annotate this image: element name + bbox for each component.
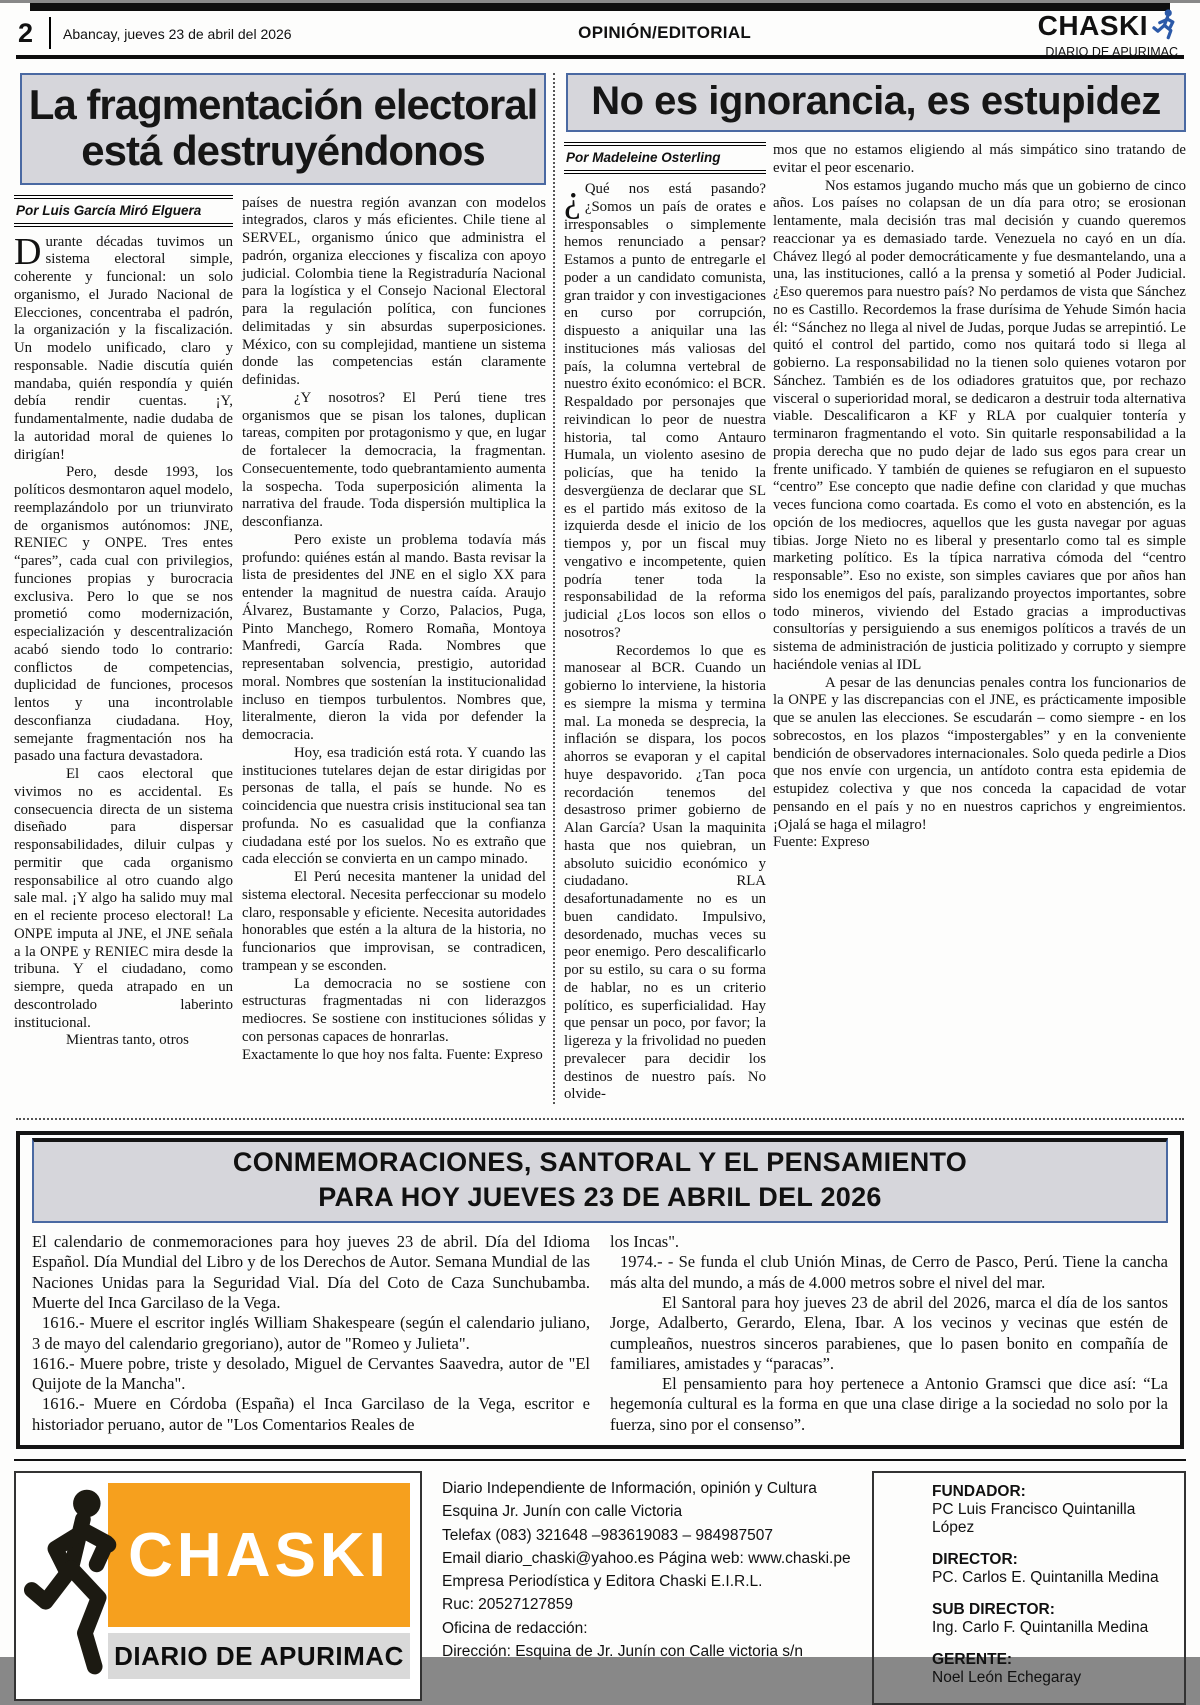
- commemoration-paragraph: 1616.- Muere el escritor inglés William Shakespeare (según el calendario juliano, 3 de mayo del calendario gregoriano), autor de "Romeo y Julieta".: [32, 1313, 590, 1353]
- page-header: [14, 9, 1186, 59]
- staff-entry: [932, 1483, 1180, 1537]
- chaski-runner-icon: [1152, 8, 1178, 44]
- article-paragraph: Hoy, esa tradición está rota. Y cuando las instituciones tutelares dejan de estar dirigidas por personas de talla, el país se hunde. No es coincidencia que nuestra crisis institucional sea tan profunda. No es casualidad que la confianza ciudadana esté por los suelos. No es extraño que cada elección se convierta en un campo minado.: [242, 744, 546, 868]
- chaski-runner-image: [22, 1485, 132, 1692]
- commemoration-paragraph: los Incas".: [610, 1232, 680, 1252]
- commemoration-paragraph: 1616.- Muere pobre, triste y desolado, Miguel de Cervantes Saavedra, autor de "El Quijote de la Mancha".: [32, 1353, 590, 1394]
- article-paragraph: A pesar de las denuncias penales contra los funcionarios de la ONPE y las discrepancias con el JNE, es prácticamente imposible que se anulen las elecciones. Se escudarán – como siempre - en los sobrecostos, en los plazos “impostergables” y en la conveniente bendición de observadores internacionales. Solo queda pedirle a Dios que nos envíe con urgencia, un antídoto contra esta epidemia de estupidez colectiva y que nos conceda la capacidad de votar pensando en el país y no en nuestros caprichos y engreimientos. ¡Ojalá se haga el milagro!: [773, 674, 1186, 833]
- contact-line: Diario Independiente de Información, opinión y Cultura: [442, 1480, 817, 1497]
- contact-line: Oficina de redacción:: [442, 1619, 588, 1637]
- header-divider: [49, 17, 51, 49]
- staff-box: [872, 1471, 1186, 1705]
- article-paragraph: países de nuestra región avanzan con modelos integrados, claros y más eficientes. Chile tiene al SERVEL, organismo único que administra el padrón, organiza elecciones y fiscaliza con apoyo judicial. Colombia tiene la Registraduría Nacional para la logística y el Consejo Nacional Electoral para la regulación política, con funciones delimitadas y sin absurdas superposiciones. México, con su complejidad, mantiene un sistema donde las competencias están claramente definidas.: [242, 194, 546, 389]
- masthead-subtitle: DIARIO DE APURIMAC: [1045, 44, 1178, 59]
- staff-entry: [932, 1551, 1180, 1587]
- newspaper-page: [0, 3, 1200, 1686]
- dateline: Abancay, jueves 23 de abril del 2026: [63, 26, 292, 42]
- article-paragraph: Fuente: Expreso: [773, 834, 870, 851]
- article-title: La fragmentación electoral está destruyéndonos: [20, 73, 546, 185]
- article-paragraph: Pero, desde 1993, los políticos desmontaron aquel modelo, reemplazándolo por un triunvirato de organismos autónomos: JNE, RENIEC y ONPE. Tres entes “pares”, cada cual con privilegios, funciones propias y burocracia exclusiva. Pero lo que se nos prometió como modernización, especialización y descentralización acabó siendo todo lo contrario: conflictos de competencias, duplicidad de funciones, procesos lentos y una incontrolable desconfianza ciudadana. Hoy, semejante fragmentación nos ha pasado una factura devastadora.: [14, 464, 233, 765]
- masthead-title: CHASKI: [1037, 9, 1148, 41]
- commemorations-column-right: [610, 1232, 1168, 1435]
- article-title: No es ignorancia, es estupidez: [566, 73, 1186, 132]
- article-paragraph: Recordemos lo que es manosear al BCR. Cuando un gobierno lo interviene, la historia es siempre la misma y termina mal. La moneda se desprecia, la inflación se dispara, los pocos ahorros se evaporan y el capital huye despavorido. ¿Tan poca recordación tenemos del desastroso primer gobierno de Alan García? Usan la maquinita hasta que nos quiebran, un absoluto suicidio económico y ciudadano. RLA desafortunadamente no es un buen candidato. Impulsivo, desordenado, muchas veces su peor enemigo. Pero descalificarlo por su estilo, su cara o su forma de hablar, no es un criterio político, es superficialidad. Hay que pensar un poco, por favor; la ligereza y la frivolidad no pueden prevalecer para decidir los destinos de nuestro país. No olvide-: [564, 642, 766, 1103]
- article-paragraph: El Perú necesita mantener la unidad del sistema electoral. Necesita perfeccionar su modelo claro, responsable y eficiente. Necesita autoridades honorables que estén a la altura de la historia, no funcionarios que improvisan, se contradicen, trampean y se esconden.: [242, 869, 546, 974]
- article-paragraph: ¿Y nosotros? El Perú tiene tres organismos que se pisan los talones, duplican tareas, compiten por protagonismo y que, en lugar de fortalecer la democracia, la fragmentan. Consecuentemente, todo quebrantamiento aumenta la sospecha. Toda superposición alimenta la narrativa del fraude. Toda dispersión multiplica la desconfianza.: [242, 389, 546, 531]
- staff-role: FUNDADOR:: [932, 1483, 1026, 1500]
- drop-cap: D: [14, 230, 42, 273]
- contact-line: Empresa Periodística y Editora Chaski E.I.R.L.: [442, 1573, 763, 1590]
- articles-section: [14, 73, 1186, 1104]
- commemoration-paragraph: El pensamiento para hoy pertenece a Antonio Gramsci que dice así: “La hegemonía cultural es la forma en que una clase dirige a la sociedad no solo por la fuerza, sino por el consenso”.: [610, 1374, 1168, 1434]
- top-rule: [30, 3, 1170, 11]
- commemorations-title: [32, 1138, 1168, 1223]
- commemoration-paragraph: 1974.- - Se funda el club Unión Minas, de Cerro de Pasco, Perú. Tiene la cancha más alta del mundo, a más de 4.000 metros sobre el nivel del mar.: [610, 1252, 1168, 1292]
- column-divider: [553, 73, 555, 1104]
- drop-cap: ¿: [564, 178, 581, 220]
- commemoration-paragraph: 1616.- Muere en Córdoba (España) el Inca Garcilaso de la Vega, escritor e historiador peruano, autor de "Los Comentarios Reales de: [32, 1394, 590, 1434]
- article-paragraph: El caos electoral que vivimos no es accidental. Es consecuencia directa de un sistema diseñado para dispersar responsabilidades, diluir culpas y permitir que cada organismo responsabilice al otro cuando algo sale mal. ¡Y algo ha salido muy mal en el reciente proceso electoral! La ONPE imputa al JNE, el JNE señala a la ONPE y RENIEC mira desde la tribuna. Y el ciudadano, como siempre, queda atrapado en un descontrolado laberinto institucional.: [14, 766, 233, 1031]
- staff-role: DIRECTOR:: [932, 1551, 1018, 1568]
- article-paragraph: Mientras tanto, otros: [66, 1032, 189, 1049]
- logo-title: CHASKI: [108, 1483, 410, 1627]
- article-fragmentacion-electoral: [14, 73, 546, 1104]
- contact-line: Ruc: 20527127859: [442, 1596, 574, 1614]
- staff-name: Ing. Carlo F. Quintanilla Medina: [932, 1619, 1149, 1636]
- staff-name: Noel León Echegaray: [932, 1669, 1082, 1686]
- contact-info: [422, 1471, 872, 1705]
- staff-entry: [932, 1651, 1180, 1687]
- commemorations-title-line2: PARA HOY JUEVES 23 DE ABRIL DEL 2026: [318, 1182, 882, 1213]
- commemorations-title-line1: CONMEMORACIONES, SANTORAL Y EL PENSAMIENTO: [232, 1147, 968, 1177]
- article-paragraph: Nos estamos jugando mucho más que un gobierno de cinco años. Los países no colapsan de un día para otro; se erosionan lentamente, mala decisión tras mal decisión y cuando queremos reaccionar ya es demasiado tarde. Venezuela no cayó en un día. Chávez llegó al poder democráticamente y fue desmantelando, una a una, las instituciones, calló a la prensa y sometió al Poder Judicial. ¿Eso queremos para nuestro país? No perdamos de vista que Sánchez no es Castillo. Recordemos la frase durísima de Yehude Simón hacia él: “Sánchez no llega al nivel de Judas, porque Judas se arrepintió. Le quitó el control del partido, como nos quitará todo si llega al gobierno. La responsabilidad no la tienen solo quienes votaron por Sánchez. También es de los odiadores gratuitos que, por rechazo visceral o superioridad moral, se dedicaron a destruir toda alternativa viable. Descalificaron a KF y RLA por cualquier tontería y terminaron fragmentando el voto. Sin quitarle responsabilidad a la propia derecha que no pudo dejar de lado sus egos para crear un frente unificado. Y también de quienes se refugiaron en el supuesto “centro” Ese concepto que nadie define con claridad y que muchas veces funciona como coartada. Es como el voto en abstención, es la opción de los mediocres, aquellos que les gusta navegar por aguas tibias. Jorge Nieto no es liberal y presentarlo como tal es simple marketing político. Es la típica narrativa cómoda del “centro responsable”. Eso no existe, son simples caviares que por años han sido los enemigos del país, paralizando proyectos importantes, sobre todo mineros, viviendo del Estado gracias a improductivas consultorías y persiguiendo a sus enemigos políticos a través de un sistema de administración de justicia politizado y corrupto y siempre haciéndole venias al IDL: [773, 177, 1186, 673]
- article-paragraph: mos que no estamos eligiendo al más simpático sino tratando de evitar el peor escenario.: [773, 142, 1186, 176]
- contact-line: Dirección: Esquina de Jr. Junín con Calle victoria s/n: [442, 1642, 803, 1660]
- article-paragraph: Pero existe un problema todavía más profundo: quiénes están al mando. Basta revisar la lista de presidentes del JNE en el siglo XX para entender la magnitud de nuestra caída. Araujo Álvarez, Bustamante y Corzo, Palacios, Puga, Pinto Manchego, Romero Romaña, Montoya Manfredi, García Rada. Nombres que representaban solvencia, prestigio, autoridad moral. Nombres que sostenían la institucionalidad incluso en tiempos turbulentos. Nombres que, literalmente, dieron la vida por defender la democracia.: [242, 531, 546, 744]
- page-footer: [14, 1459, 1186, 1705]
- staff-entry: [932, 1601, 1180, 1637]
- contact-line: Telefax (083) 321648 –983619083 – 984987507: [442, 1526, 773, 1544]
- contact-line: Esquina Jr. Junín con calle Victoria: [442, 1503, 683, 1521]
- article-paragraph: ¿ Qué nos está pasando? ¿Somos un país de orates e irresponsables o simplemente hemos renunciado a pensar? Estamos a punto de entregarle el poder a un candidato comunista, gran traidor y con investigaciones en curso por corrupción, dispuesto a aniquilar una las instituciones más valiosas del país, la columna vertebral de nuestro éxito económico: el BCR. Respaldado por personajes que reivindican lo peor de nuestra historia, tal como Antauro Humala, un violento asesino de policías, que ha tenido la desvergüenza de declarar que SL es el partido más exitoso de la izquierda desde el inicio de los tiempos y, por un fiscal muy vengativo e incompetente, quien podría tener toda la responsabilidad de la reforma judicial ¿Los locos son ellos o nosotros?: [564, 178, 766, 641]
- commemorations-column-left: [32, 1232, 590, 1435]
- staff-name: PC Luis Francisco Quintanilla López: [932, 1501, 1136, 1536]
- article-paragraph: La democracia no se sostiene con estructuras fragmentadas ni con liderazgos mediocres. Se sostiene con instituciones sólidas y con personas capaces de honrarlas.: [242, 975, 546, 1045]
- logo-subtitle: DIARIO DE APURIMAC: [108, 1633, 410, 1679]
- newspaper-logo: [14, 1471, 422, 1701]
- byline: Por Madeleine Osterling: [564, 142, 766, 174]
- staff-name: PC. Carlos E. Quintanilla Medina: [932, 1569, 1159, 1586]
- byline: Por Luis García Miró Elguera: [14, 195, 233, 227]
- commemoration-paragraph: El Santoral para hoy jueves 23 de abril del 2026, marca el día de los santos Jorge, Adalberto, Gerardo, Elena, Ibar. A los vecinos y vecinas que estén de cumpleaños, nuestros sinceros parabienes, que lo pasen bonito en compañía de familiares, amistades y “paracas”.: [610, 1293, 1168, 1373]
- commemorations-box: [16, 1131, 1184, 1449]
- header-rule: [16, 55, 1184, 59]
- page-number: 2: [18, 17, 34, 48]
- article-no-es-ignorancia: [564, 73, 1186, 1104]
- section-title: OPINIÓN/EDITORIAL: [578, 23, 752, 42]
- contact-line: Email diario_chaski@yahoo.es Página web: www.chaski.pe: [442, 1549, 851, 1567]
- staff-role: SUB DIRECTOR:: [932, 1601, 1055, 1618]
- staff-role: GERENTE:: [932, 1651, 1013, 1668]
- article-paragraph: Exactamente lo que hoy nos falta. Fuente: Expreso: [242, 1046, 543, 1063]
- masthead: [1038, 8, 1182, 59]
- commemoration-paragraph: El calendario de conmemoraciones para hoy jueves 23 de abril. Día del Idioma Español. Día Mundial del Libro y de los Derechos de Autor. Semana Mundial de las Naciones Unidas para la Seguridad Vial. Día del Coto de Caza Sunchubamba. Muerte del Inca Garcilaso de la Vega.: [32, 1232, 590, 1313]
- article-paragraph: Durante décadas tuvimos un sistema electoral simple, coherente y funcional: un solo organismo, el Jurado Nacional de Elecciones, concentraba el padrón, la organización y la fiscalización. Un modelo unificado, claro y responsable. Nadie discutía quién mandaba, quién respondía y quién debía rendir cuentas. ¡Y, fundamentalmente, nadie dudaba de la autoridad moral de quienes lo dirigían!: [14, 230, 233, 463]
- section-separator: [16, 1118, 1184, 1120]
